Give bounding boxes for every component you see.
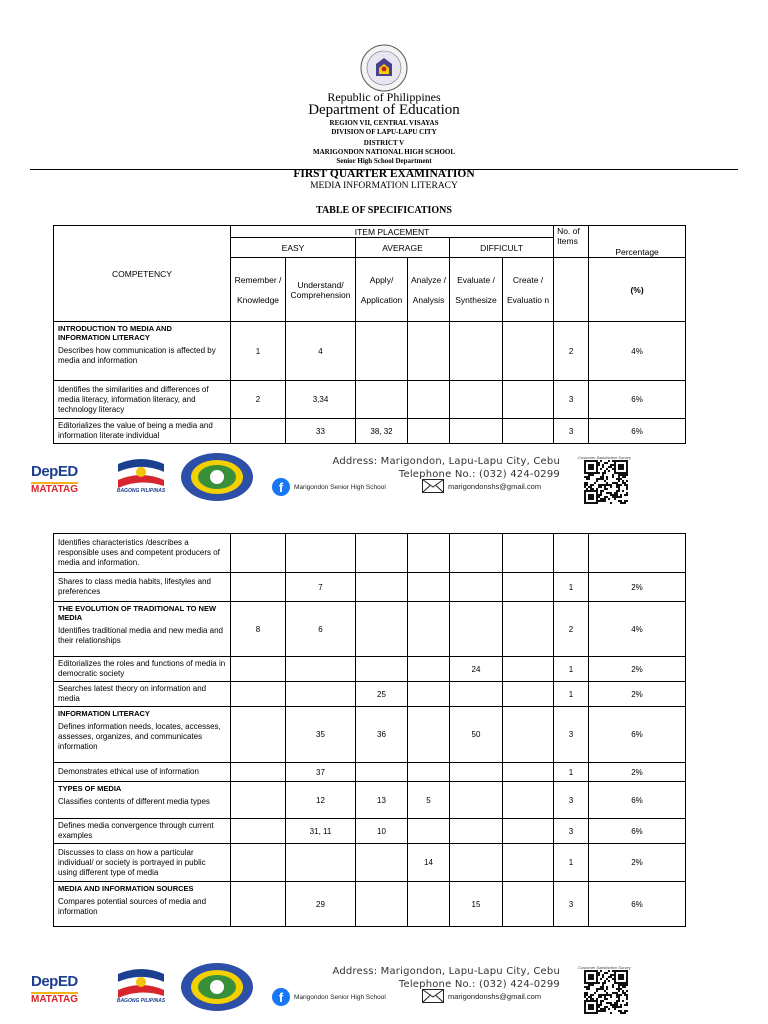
understand-item-cell: 7 (286, 573, 356, 602)
survey-label: Customer Satisfaction Survey (578, 455, 631, 460)
competency-title: INFORMATION LITERACY (58, 709, 150, 718)
evaluate-item-cell: 15 (450, 882, 503, 927)
evaluate-item-cell (450, 573, 503, 602)
percentage-cell: 2% (589, 573, 686, 602)
understand-item-cell: 4 (286, 322, 356, 381)
competency-title: INTRODUCTION TO MEDIA AND INFORMATION LITERACY (58, 324, 172, 342)
competency-description: Defines media convergence through current examples (58, 821, 214, 840)
competency-description: Defines information needs, locates, accesses, assesses, organizes, and communicates information (58, 722, 221, 751)
competency-description: Discusses to class on how a particular individual/ or society is portrayed in public using different type of media (58, 847, 206, 877)
percentage-cell: 2% (589, 844, 686, 882)
competency-cell (54, 657, 231, 682)
table-row (54, 844, 686, 882)
table-row (54, 819, 686, 844)
analyze-item-cell (408, 763, 450, 782)
table-row (54, 534, 686, 573)
facebook-page-text: Marigondon Senior High School (294, 994, 386, 1001)
survey-label: Customer Satisfaction Survey (578, 965, 631, 970)
bagong-pilipinas-logo (110, 966, 172, 1008)
difficult-header: DIFFICULT (450, 238, 554, 258)
create-item-cell (503, 381, 554, 419)
percentage-cell: 6% (589, 419, 686, 444)
evaluate-item-cell (450, 419, 503, 444)
no-of-items-cell: 2 (554, 322, 589, 381)
mail-icon (422, 989, 444, 1003)
table-row (54, 322, 686, 381)
percentage-cell: 6% (589, 707, 686, 763)
percentage-cell: 4% (589, 602, 686, 657)
analyze-item-cell: 5 (408, 782, 450, 819)
create-item-cell (503, 707, 554, 763)
apply-item-cell (356, 844, 408, 882)
apply-item-cell: 38, 32 (356, 419, 408, 444)
remember-item-cell (231, 819, 286, 844)
no-of-items-cell: 1 (554, 573, 589, 602)
percentage-cell: 6% (589, 882, 686, 927)
republic-title: Republic of Philippines (327, 90, 441, 104)
create-item-cell (503, 322, 554, 381)
competency-cell (54, 682, 231, 707)
analyze-item-cell (408, 682, 450, 707)
knowledge-label: Knowledge (236, 294, 280, 305)
understand-item-cell (286, 844, 356, 882)
evaluate-item-cell (450, 682, 503, 707)
synthesize-label: Synthesize (455, 294, 497, 305)
qr-code-icon (584, 970, 628, 1014)
create-header (503, 258, 554, 322)
percentage-cell: 4% (589, 322, 686, 381)
page1-footer (0, 450, 768, 506)
competency-description: Shares to class media habits, lifestyles and preferences (58, 577, 211, 596)
tos-table-page1 (53, 225, 686, 444)
competency-cell (54, 763, 231, 782)
analyze-item-cell (408, 707, 450, 763)
application-label: Application (360, 294, 403, 305)
create-item-cell (503, 763, 554, 782)
percentage-cell: 2% (589, 657, 686, 682)
apply-item-cell (356, 882, 408, 927)
analysis-label: Analysis (412, 294, 445, 305)
apply-item-cell (356, 322, 408, 381)
average-header: AVERAGE (356, 238, 450, 258)
competency-cell (54, 844, 231, 882)
competency-title: THE EVOLUTION OF TRADITIONAL TO NEW MEDIA (58, 604, 217, 622)
competency-description: Identifies the similarities and differences of media literacy, information literacy, and technology literacy (58, 384, 209, 414)
competency-title: TYPES OF MEDIA (58, 784, 122, 793)
remember-item-cell: 8 (231, 602, 286, 657)
table-row (54, 782, 686, 819)
deped-matatag-logo (31, 463, 101, 495)
evaluate-label: Evaluate / (457, 274, 495, 285)
apply-item-cell (356, 602, 408, 657)
percentage-cell (589, 534, 686, 573)
understand-item-cell: 33 (286, 419, 356, 444)
table-row (54, 882, 686, 927)
table-row (54, 763, 686, 782)
table-row (54, 419, 686, 444)
create-item-cell (503, 844, 554, 882)
evaluate-header (450, 258, 503, 322)
bagong-pilipinas-label: BAGONG PILIPINAS (116, 488, 166, 494)
remember-item-cell (231, 763, 286, 782)
apply-item-cell: 25 (356, 682, 408, 707)
no-of-items-cell: 3 (554, 707, 589, 763)
analyze-item-cell (408, 819, 450, 844)
create-item-cell (503, 882, 554, 927)
create-item-cell (503, 819, 554, 844)
page1-body (54, 322, 686, 444)
apply-header (356, 258, 408, 322)
analyze-header (408, 258, 450, 322)
remember-item-cell (231, 707, 286, 763)
competency-cell (54, 534, 231, 573)
no-of-items-cell: 3 (554, 819, 589, 844)
remember-item-cell (231, 534, 286, 573)
understand-item-cell: 12 (286, 782, 356, 819)
competency-description: Searches latest theory on information and media (58, 684, 207, 703)
no-of-items-cell: 3 (554, 782, 589, 819)
facebook-icon: f (272, 478, 290, 496)
evaluate-item-cell (450, 763, 503, 782)
remember-item-cell: 1 (231, 322, 286, 381)
competency-description: Editorializes the value of being a media and information literate individual (58, 421, 213, 440)
remember-item-cell (231, 882, 286, 927)
percentage-cell: 2% (589, 763, 686, 782)
exam-title: FIRST QUARTER EXAMINATION (293, 168, 475, 180)
percentage-cell: 6% (589, 819, 686, 844)
no-of-items-cell: 3 (554, 381, 589, 419)
competency-description: Demonstrates ethical use of information (58, 767, 199, 776)
no-of-items-cell: 3 (554, 882, 589, 927)
competency-description: Classifies contents of different media types (58, 797, 210, 806)
table-row (54, 657, 686, 682)
no-of-items-cell: 1 (554, 682, 589, 707)
evaluate-item-cell (450, 381, 503, 419)
analyze-item-cell: 14 (408, 844, 450, 882)
remember-knowledge-header (231, 258, 286, 322)
facebook-icon: f (272, 988, 290, 1006)
remember-item-cell (231, 573, 286, 602)
understand-item-cell: 3,34 (286, 381, 356, 419)
subject-title: MEDIA INFORMATION LITERACY (310, 181, 458, 191)
remember-item-cell (231, 782, 286, 819)
percentage-cell: 6% (589, 782, 686, 819)
address-text: Address: Marigondon, Lapu-Lapu City, Cebu (332, 966, 560, 977)
create-item-cell (503, 419, 554, 444)
qr-code-icon (584, 460, 628, 504)
table-title: TABLE OF SPECIFICATIONS (316, 205, 452, 216)
create-item-cell (503, 573, 554, 602)
apply-item-cell (356, 573, 408, 602)
remember-item-cell (231, 682, 286, 707)
percentage-cell: 6% (589, 381, 686, 419)
evaluate-item-cell (450, 844, 503, 882)
understand-header: Understand/ Comprehension (286, 258, 356, 322)
understand-item-cell: 31, 11 (286, 819, 356, 844)
apply-item-cell: 10 (356, 819, 408, 844)
remember-item-cell (231, 419, 286, 444)
competency-cell (54, 819, 231, 844)
analyze-label: Analyze / (411, 274, 446, 285)
competency-description: Compares potential sources of media and information (58, 897, 207, 916)
flag-wave-icon (110, 456, 172, 490)
school-seal-logo (180, 452, 254, 502)
remember-label: Remember / (234, 274, 282, 285)
table-row (54, 381, 686, 419)
deped-seal-logo (360, 44, 408, 92)
bagong-pilipinas-label: BAGONG PILIPINAS (116, 998, 166, 1004)
school-seal-logo (180, 962, 254, 1012)
no-of-items-subheader (554, 258, 589, 322)
understand-item-cell: 29 (286, 882, 356, 927)
telephone-text: Telephone No.: (032) 424-0299 (398, 469, 560, 480)
no-of-items-cell: 3 (554, 419, 589, 444)
telephone-text: Telephone No.: (032) 424-0299 (398, 979, 560, 990)
apply-item-cell: 13 (356, 782, 408, 819)
table-row (54, 573, 686, 602)
no-of-items-cell: 1 (554, 844, 589, 882)
region-line: REGION VII, CENTRAL VISAYAS (329, 119, 439, 127)
division-line: DIVISION OF LAPU-LAPU CITY (331, 128, 437, 136)
competency-cell (54, 419, 231, 444)
apply-item-cell (356, 534, 408, 573)
create-item-cell (503, 657, 554, 682)
analyze-item-cell (408, 602, 450, 657)
percentage-header: Percentage (589, 226, 686, 258)
matatag-logo-text: MATATAG (31, 994, 79, 1005)
analyze-item-cell (408, 322, 450, 381)
competency-description: Describes how communication is affected by media and information (58, 346, 216, 365)
evaluate-item-cell (450, 602, 503, 657)
competency-cell (54, 573, 231, 602)
table-row (54, 707, 686, 763)
create-item-cell (503, 534, 554, 573)
competency-cell (54, 602, 231, 657)
page2-body (54, 534, 686, 927)
analyze-item-cell (408, 573, 450, 602)
analyze-item-cell (408, 882, 450, 927)
no-of-items-cell (554, 534, 589, 573)
department-unit-line: Senior High School Department (336, 157, 432, 165)
competency-cell (54, 707, 231, 763)
competency-description: Identifies characteristics /describes a responsible uses and competent producers of media and information. (58, 538, 220, 567)
easy-header: EASY (231, 238, 356, 258)
understand-item-cell (286, 534, 356, 573)
competency-description: Editorializes the roles and functions of media in democratic society (58, 659, 226, 678)
percentage-cell: 2% (589, 682, 686, 707)
evaluate-item-cell (450, 322, 503, 381)
create-item-cell (503, 682, 554, 707)
competency-description: Identifies traditional media and new media and their relationships (58, 626, 223, 645)
apply-item-cell: 36 (356, 707, 408, 763)
understand-item-cell: 35 (286, 707, 356, 763)
evaluation-label: Evaluatio n (507, 294, 550, 305)
understand-item-cell (286, 682, 356, 707)
apply-label: Apply/ (369, 274, 394, 285)
no-of-items-cell: 1 (554, 657, 589, 682)
no-of-items-header: No. of Items (554, 226, 589, 258)
competency-header: COMPETENCY (54, 226, 231, 322)
create-item-cell (503, 602, 554, 657)
competency-cell (54, 882, 231, 927)
understand-item-cell: 6 (286, 602, 356, 657)
table-row (54, 602, 686, 657)
department-title: Department of Education (308, 102, 460, 118)
understand-item-cell (286, 657, 356, 682)
analyze-item-cell (408, 381, 450, 419)
evaluate-item-cell (450, 819, 503, 844)
item-placement-header: ITEM PLACEMENT (231, 226, 554, 238)
deped-logo-text: DepED (31, 973, 78, 990)
flag-wave-icon (110, 966, 172, 1000)
percentage-unit-header: (%) (589, 258, 686, 322)
table-row (54, 682, 686, 707)
apply-item-cell (356, 763, 408, 782)
deped-logo-text: DepED (31, 463, 78, 480)
analyze-item-cell (408, 419, 450, 444)
competency-title: MEDIA AND INFORMATION SOURCES (58, 884, 194, 893)
facebook-page-text: Marigondon Senior High School (294, 484, 386, 491)
competency-cell (54, 381, 231, 419)
understand-item-cell: 37 (286, 763, 356, 782)
evaluate-item-cell (450, 782, 503, 819)
deped-matatag-logo (31, 973, 101, 1005)
create-label: Create / (512, 274, 544, 285)
page2-footer (0, 960, 768, 1016)
evaluate-item-cell (450, 534, 503, 573)
analyze-item-cell (408, 657, 450, 682)
school-line: MARIGONDON NATIONAL HIGH SCHOOL (312, 148, 456, 156)
remember-item-cell (231, 657, 286, 682)
mail-icon (422, 479, 444, 493)
apply-item-cell (356, 381, 408, 419)
email-text: marigondonshs@gmail.com (448, 992, 542, 1001)
evaluate-item-cell: 24 (450, 657, 503, 682)
remember-item-cell (231, 844, 286, 882)
tos-table-page2 (53, 533, 686, 927)
email-text: marigondonshs@gmail.com (448, 482, 542, 491)
bagong-pilipinas-logo (110, 456, 172, 498)
district-line: DISTRICT V (363, 139, 405, 147)
address-text: Address: Marigondon, Lapu-Lapu City, Cebu (332, 456, 560, 467)
competency-cell (54, 322, 231, 381)
analyze-item-cell (408, 534, 450, 573)
remember-item-cell: 2 (231, 381, 286, 419)
no-of-items-cell: 1 (554, 763, 589, 782)
competency-cell (54, 782, 231, 819)
create-item-cell (503, 782, 554, 819)
evaluate-item-cell: 50 (450, 707, 503, 763)
no-of-items-cell: 2 (554, 602, 589, 657)
apply-item-cell (356, 657, 408, 682)
matatag-logo-text: MATATAG (31, 484, 79, 495)
